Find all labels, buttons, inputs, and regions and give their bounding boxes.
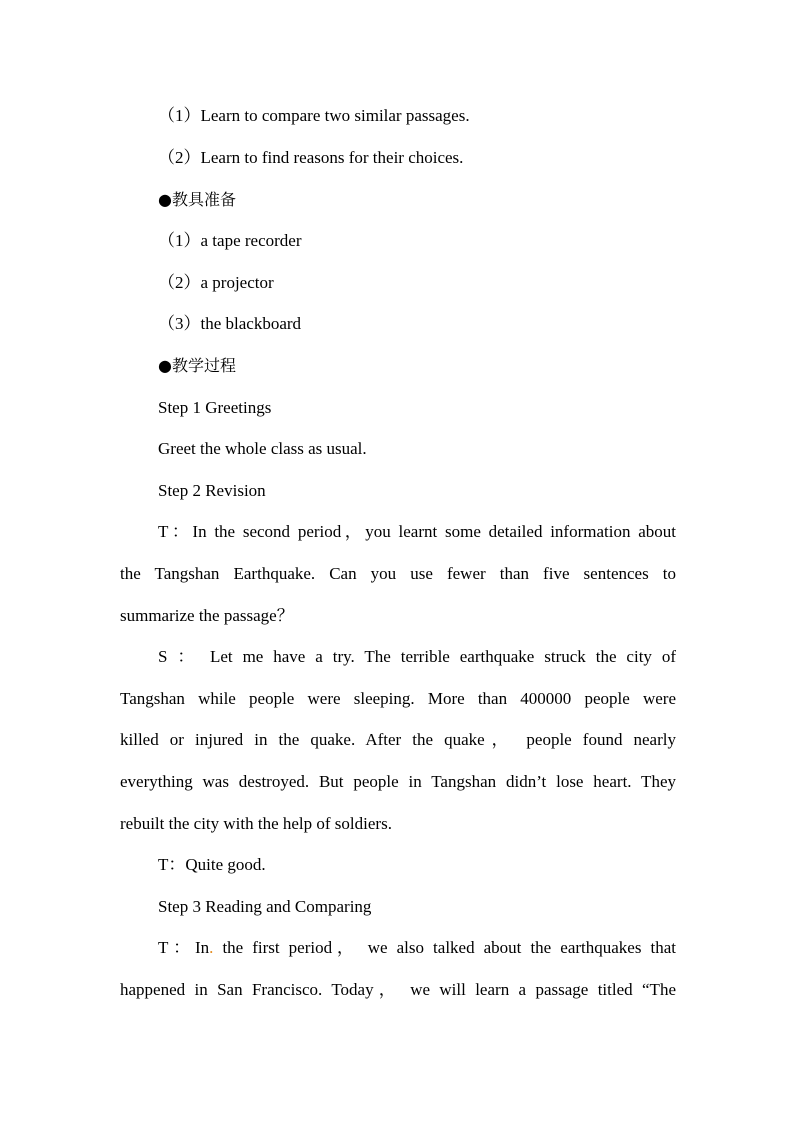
step2-teacher-line-3: summarize the passage？	[120, 606, 294, 625]
step2-title: Step 2 Revision	[158, 481, 266, 500]
material-item-1: （1）a tape recorder	[158, 231, 302, 250]
step2-student-line-1: S ： Let me have a try. The terrible earthquake struck the city of	[158, 647, 676, 666]
step3-line-1-rest: the first period， we also talked about the earthquakes that	[213, 938, 676, 957]
objective-2: （2）Learn to find reasons for their choices.	[158, 148, 464, 167]
process-heading: ●教学过程	[158, 356, 236, 375]
step3-line-1-start: T：In	[158, 938, 210, 957]
accent-dot: .	[209, 938, 214, 957]
step3-line-1	[158, 938, 676, 958]
step2-teacher-reply: T：Quite good.	[158, 855, 266, 874]
step1-text: Greet the whole class as usual.	[158, 439, 367, 458]
step3-title: Step 3 Reading and Comparing	[158, 897, 372, 916]
material-item-2: （2）a projector	[158, 273, 274, 292]
step2-student-line-2: Tangshan while people were sleeping. More than 400000 people were	[120, 689, 676, 708]
step2-teacher-line-2: the Tangshan Earthquake. Can you use fewer than five sentences to	[120, 564, 676, 583]
materials-heading: ●教具准备	[158, 190, 236, 209]
step2-student-line-5: rebuilt the city with the help of soldiers.	[120, 814, 392, 833]
objective-1: （1）Learn to compare two similar passages.	[158, 106, 470, 125]
step2-student-line-4: everything was destroyed. But people in Tangshan didn’t lose heart. They	[120, 772, 676, 791]
material-item-3: （3）the blackboard	[158, 314, 302, 333]
step3-line-2: happened in San Francisco. Today， we will learn a passage titled “The	[120, 980, 676, 999]
step2-student-line-3: killed or injured in the quake. After the quake， people found nearly	[120, 730, 676, 749]
step1-title: Step 1 Greetings	[158, 398, 272, 417]
step2-teacher-line-1: T：In the second period，you learnt some detailed information about	[158, 522, 676, 541]
